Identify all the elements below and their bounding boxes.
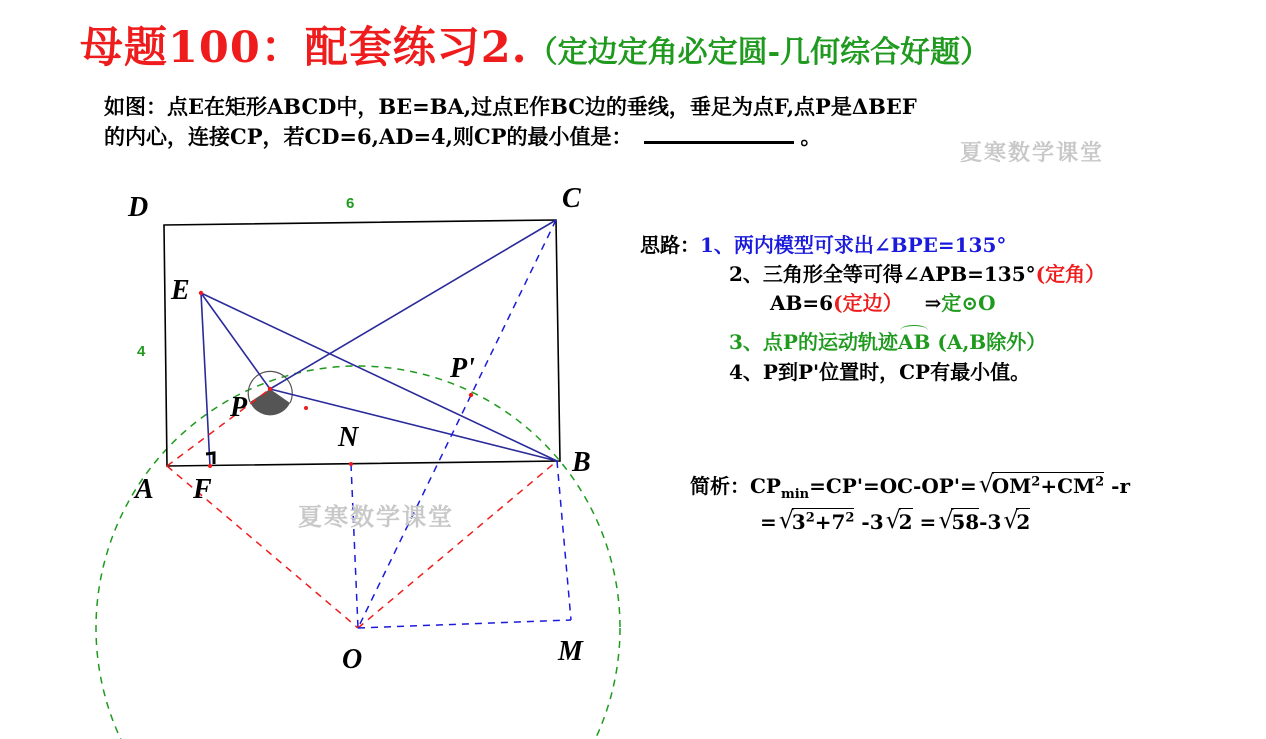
problem-line-2-text: 的内心，连接CP，若CD=6,AD=4,则CP的最小值是： xyxy=(104,124,633,149)
eq-start: = xyxy=(760,510,777,534)
seven-exponent: 2 xyxy=(845,510,855,526)
problem-line-1: 如图：点E在矩形ABCD中，BE=BA,过点E作BC边的垂线，垂足为点F,点P是ΔBEF xyxy=(104,94,917,119)
sqrt-3-7 xyxy=(779,510,855,534)
om-text: OM xyxy=(991,474,1032,498)
two-text-a: 2 xyxy=(898,510,913,534)
segment-om xyxy=(358,620,571,628)
label-o: O xyxy=(342,644,363,675)
segment-ap xyxy=(167,389,270,466)
solution-label: 思路： xyxy=(640,233,700,257)
step-2b-result: 定⊙O xyxy=(941,291,996,315)
segment-pc xyxy=(270,220,556,389)
label-d: D xyxy=(128,192,149,223)
fiftyeight-text: 58 xyxy=(951,510,980,534)
title-main: 母题100：配套练习2. xyxy=(80,23,528,73)
point-n xyxy=(349,462,353,466)
segment-eb xyxy=(201,293,557,461)
label-p-prime: P' xyxy=(450,353,475,384)
analysis-label: 简析： xyxy=(690,474,750,498)
step-2b-text: AB=6 xyxy=(770,291,834,315)
segment-co xyxy=(358,220,556,628)
problem-tail: 。 xyxy=(800,124,822,149)
step-2-note: (定角） xyxy=(1035,262,1106,286)
analysis-eq-1: =CP'=OC-OP'= xyxy=(809,474,977,498)
side-length-top: 6 xyxy=(346,195,355,212)
step-2-text: 2、三角形全等可得∠APB=135° xyxy=(729,262,1036,286)
label-n: N xyxy=(338,422,359,453)
step-2b-note: (定边） xyxy=(833,291,903,315)
arc-ab: AB xyxy=(897,330,931,354)
analysis-line-2 xyxy=(760,510,1030,534)
segment-bm xyxy=(557,461,571,620)
three-text: 3 xyxy=(791,510,806,534)
label-a: A xyxy=(135,474,154,505)
solution-step-2b xyxy=(770,287,996,316)
sqrt-om-cm xyxy=(979,474,1104,498)
side-length-left: 4 xyxy=(137,343,146,360)
title-subtitle: （定边定角必定圆-几何综合好题） xyxy=(527,35,991,70)
implies-arrow: ⇒ xyxy=(924,291,942,315)
analysis-line-1 xyxy=(690,470,1130,502)
cm-exponent: 2 xyxy=(1095,474,1105,490)
triangle-lines xyxy=(201,220,557,466)
watermark-top: 夏寒数学课堂 xyxy=(960,140,1105,166)
label-m: M xyxy=(558,636,583,667)
label-f: F xyxy=(193,474,212,505)
step-1-text: 1、两内模型可求出∠BPE=135° xyxy=(700,233,1007,257)
segment-no xyxy=(351,464,358,628)
key-points xyxy=(199,291,473,468)
seven-text: +7 xyxy=(814,510,846,534)
step-3-text: 3、点P的运动轨迹 xyxy=(729,330,898,354)
watermark-diagram: 夏寒数学课堂 xyxy=(298,502,454,531)
minus-three: -3 xyxy=(854,510,884,534)
three-exponent: 2 xyxy=(805,510,815,526)
solution-step-3 xyxy=(729,326,1046,355)
solution-step-1 xyxy=(640,229,1006,258)
cp-text: CP xyxy=(750,474,781,498)
sqrt-2-a xyxy=(886,510,913,534)
min-subscript: min xyxy=(780,487,810,502)
cm-text: +CM xyxy=(1040,474,1096,498)
point-p xyxy=(268,387,272,391)
minus-r: -r xyxy=(1104,474,1130,498)
sqrt-2-b xyxy=(1003,510,1030,534)
eq-mid: = xyxy=(912,510,937,534)
solution-step-2 xyxy=(729,258,1105,287)
om-exponent: 2 xyxy=(1031,474,1041,490)
point-e xyxy=(199,291,203,295)
label-c: C xyxy=(562,183,581,214)
minus-three-b: -3 xyxy=(979,510,1002,534)
segment-ep xyxy=(201,293,270,389)
label-b: B xyxy=(572,447,591,478)
label-p: P xyxy=(230,392,248,423)
blue-dashed-lines xyxy=(351,220,571,628)
segment-ob xyxy=(358,461,557,628)
point-f xyxy=(208,464,212,468)
solution-step-4: 4、P到P'位置时，CP有最小值。 xyxy=(729,360,1031,384)
segment-pb xyxy=(270,389,557,461)
point-p-prime xyxy=(469,393,473,397)
two-text-b: 2 xyxy=(1016,510,1031,534)
step-3-tail: (A,B除外） xyxy=(930,330,1047,354)
incenter-dot xyxy=(304,406,308,410)
rectangle-abcd xyxy=(164,220,560,466)
sqrt-58 xyxy=(938,510,979,534)
label-e: E xyxy=(171,275,190,306)
